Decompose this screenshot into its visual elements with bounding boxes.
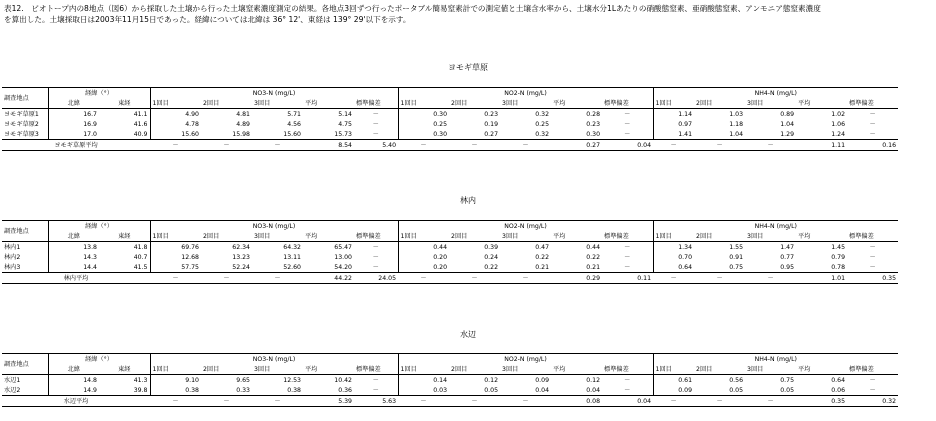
average-label: 水辺平均 (2, 396, 150, 407)
nh4-value-cell: 0.89 (780, 110, 795, 118)
no3-value-cell: 4.89 (236, 120, 250, 128)
subheader-row (2, 365, 936, 375)
no2-value-cell: 0.24 (484, 253, 499, 261)
no3-value-cell: 54.20 (303, 262, 354, 273)
no3-value-cell: 9.65 (236, 376, 250, 384)
no3-average-cell: － (201, 140, 252, 151)
table-row (2, 129, 936, 140)
no3-value-cell: － (354, 385, 398, 396)
nh4-r1-header: 1回目 (653, 232, 694, 242)
average-label: 林内平均 (2, 273, 150, 284)
no2-value-cell: 0.30 (433, 110, 448, 118)
no3-value-cell: 0.33 (201, 385, 252, 396)
no2-value-cell: 0.47 (535, 243, 550, 251)
site-cell: ヨモギ草原3 (2, 129, 48, 140)
no2-value-cell: 0.03 (398, 385, 449, 396)
no3-average-cell: － (252, 273, 303, 284)
nh4-mean-header: 平均 (796, 365, 847, 375)
lon-cell: 41.5 (99, 262, 150, 273)
no3-average-cell: － (252, 140, 303, 151)
no2-value-cell: 0.25 (433, 120, 448, 128)
no2-value-cell: 0.04 (500, 385, 551, 396)
no3-value-cell: 12.68 (181, 253, 199, 261)
no2-value-cell: － (602, 375, 653, 386)
no2-value-cell: － (602, 109, 653, 120)
no2-r2-header: 2回目 (449, 365, 500, 375)
no3-average-cell: 5.63 (354, 396, 398, 407)
table-row (2, 109, 936, 120)
nh4-value-cell: 1.55 (729, 243, 744, 251)
no3-value-cell: 13.00 (334, 253, 352, 261)
no3-value-cell: 4.90 (185, 110, 199, 118)
lat-cell: 16.9 (83, 120, 97, 128)
nh4-value-cell: － (847, 262, 898, 273)
no2-mean-header: 平均 (551, 232, 602, 242)
coord-header: 経緯（°） (48, 354, 150, 366)
no3-value-cell: 0.38 (150, 385, 201, 396)
nh4-value-cell: 1.18 (729, 120, 744, 128)
no2-r2-header: 2回目 (449, 99, 500, 109)
no3-r3-header: 3回目 (252, 365, 303, 375)
nh4-value-cell: 1.24 (796, 129, 847, 140)
no2-value-cell: 0.04 (551, 385, 602, 396)
no2-sd-header: 標準偏差 (602, 365, 653, 375)
nh4-average-cell: － (694, 140, 745, 151)
nh4-average-cell: 1.11 (796, 140, 847, 151)
no2-r1-header: 1回目 (398, 365, 449, 375)
no2-value-cell: 0.32 (500, 129, 551, 140)
no3-value-cell: － (354, 119, 398, 129)
nh4-value-cell: 0.05 (745, 385, 796, 396)
no3-average-cell: 5.39 (303, 396, 354, 407)
no2-value-cell: － (602, 242, 653, 253)
no2-sd-header: 標準偏差 (602, 99, 653, 109)
lon-cell: 40.9 (99, 129, 150, 140)
no3-sd-header: 標準偏差 (354, 99, 398, 109)
no2-average-cell: － (500, 140, 551, 151)
no2-average-cell: － (449, 396, 500, 407)
no2-value-cell: 0.05 (449, 385, 500, 396)
nh4-value-cell: 0.75 (694, 262, 745, 273)
lat-header: 北緯 (48, 232, 99, 242)
no3-value-cell: － (354, 129, 398, 140)
nh4-value-cell: 0.06 (796, 385, 847, 396)
lon-cell: 41.8 (99, 242, 150, 253)
nh4-r3-header: 3回目 (745, 365, 796, 375)
site-cell: 林内2 (2, 252, 48, 262)
site-header: 調査地点 (2, 221, 48, 242)
no3-value-cell: 13.11 (283, 253, 301, 261)
no3-r2-header: 2回目 (201, 232, 252, 242)
no2-r1-header: 1回目 (398, 232, 449, 242)
nh4-average-cell: 0.35 (796, 396, 847, 407)
nh4-header: NH4-N (mg/L) (653, 354, 898, 366)
no3-r2-header: 2回目 (201, 365, 252, 375)
lat-cell: 14.8 (83, 376, 97, 384)
data-table (2, 220, 936, 284)
nh4-value-cell: 0.79 (831, 253, 846, 261)
no2-value-cell: 0.19 (484, 120, 499, 128)
no3-mean-header: 平均 (303, 99, 354, 109)
no3-mean-header: 平均 (303, 365, 354, 375)
no2-r2-header: 2回目 (449, 232, 500, 242)
no3-value-cell: 10.42 (334, 376, 352, 384)
nh4-r3-header: 3回目 (745, 232, 796, 242)
no3-value-cell: － (354, 109, 398, 120)
site-header: 調査地点 (2, 88, 48, 109)
lat-cell: 14.3 (83, 253, 97, 261)
no3-value-cell: 0.38 (252, 385, 303, 396)
no2-average-cell: － (449, 140, 500, 151)
no2-value-cell: 0.27 (449, 129, 500, 140)
nh4-header: NH4-N (mg/L) (653, 88, 898, 100)
caption-line-1: 表12. ビオトープ内の8地点（図6）から採取した土壌から行った土壌窒素濃度測定の結果。各地点3回ずつ行ったポータブル簡易窒素計での測定値と土壌含水率から、土壌水分1Lあたりの硝酸態窒素、亜硝酸態窒素、アンモニア態窒素濃度 (4, 4, 821, 13)
no2-header: NO2-N (mg/L) (398, 354, 653, 366)
no3-r1-header: 1回目 (150, 232, 201, 242)
no3-header: NO3-N (mg/L) (150, 354, 398, 366)
no3-value-cell: 69.76 (181, 243, 199, 251)
no2-value-cell: 0.28 (586, 110, 601, 118)
average-row (2, 273, 936, 284)
subheader-row (2, 232, 936, 242)
no3-average-cell: 5.40 (354, 140, 398, 151)
lon-cell: 41.1 (99, 109, 150, 120)
no3-value-cell: － (354, 262, 398, 273)
no2-value-cell: 0.39 (484, 243, 499, 251)
no3-value-cell: 15.60 (150, 129, 201, 140)
table-row (2, 375, 936, 386)
no2-average-cell: － (500, 273, 551, 284)
no2-value-cell: 0.21 (551, 262, 602, 273)
nh4-average-cell: － (745, 396, 796, 407)
data-table (2, 87, 936, 151)
nh4-value-cell: 0.70 (678, 253, 693, 261)
no2-value-cell: － (602, 252, 653, 262)
average-row (2, 140, 936, 151)
no2-average-cell: 0.08 (551, 396, 602, 407)
nh4-average-cell: － (745, 273, 796, 284)
no3-value-cell: － (354, 375, 398, 386)
no3-r1-header: 1回目 (150, 99, 201, 109)
no3-value-cell: 52.24 (201, 262, 252, 273)
no2-value-cell: 0.09 (535, 376, 550, 384)
nh4-average-cell: 0.16 (847, 140, 898, 151)
section-title: ヨモギ草原 (448, 63, 488, 72)
no3-value-cell: 52.60 (252, 262, 303, 273)
header-row (2, 354, 936, 366)
no3-value-cell: 15.98 (201, 129, 252, 140)
no2-value-cell: － (602, 119, 653, 129)
no3-average-cell: 44.22 (303, 273, 354, 284)
lat-cell: 17.0 (48, 129, 99, 140)
no2-value-cell: 0.25 (535, 120, 550, 128)
no3-value-cell: 4.81 (236, 110, 250, 118)
site-cell: 水辺1 (2, 375, 48, 386)
no3-average-cell: － (252, 396, 303, 407)
no3-value-cell: 4.56 (287, 120, 301, 128)
nh4-value-cell: 0.91 (729, 253, 744, 261)
nh4-average-cell: 1.01 (796, 273, 847, 284)
nh4-average-cell: － (653, 273, 694, 284)
no3-value-cell: 57.75 (150, 262, 201, 273)
no3-r2-header: 2回目 (201, 99, 252, 109)
nh4-value-cell: 0.97 (678, 120, 693, 128)
nh4-value-cell: 0.09 (653, 385, 694, 396)
nh4-r1-header: 1回目 (653, 99, 694, 109)
caption-line-2: を算出した。土壌採取日は2003年11月15日であった。経緯については北緯は 36° 12'、東経は 139° 29'以下を示す。 (4, 15, 411, 24)
no2-value-cell: － (602, 129, 653, 140)
nh4-average-cell: － (694, 396, 745, 407)
nh4-value-cell: 1.45 (831, 243, 846, 251)
no2-value-cell: 0.32 (535, 110, 550, 118)
coord-header: 経緯（°） (48, 221, 150, 233)
lat-header: 北緯 (48, 99, 99, 109)
header-row (2, 221, 936, 233)
nh4-value-cell: 1.41 (653, 129, 694, 140)
no3-header: NO3-N (mg/L) (150, 88, 398, 100)
table-row (2, 252, 936, 262)
nh4-value-cell: 1.14 (678, 110, 693, 118)
no2-sd-header: 標準偏差 (602, 232, 653, 242)
lat-cell: 14.9 (48, 385, 99, 396)
site-cell: ヨモギ草原2 (2, 119, 48, 129)
no3-value-cell: 15.60 (252, 129, 303, 140)
no2-value-cell: 0.21 (500, 262, 551, 273)
no2-header: NO2-N (mg/L) (398, 221, 653, 233)
no2-r1-header: 1回目 (398, 99, 449, 109)
nh4-value-cell: 0.64 (653, 262, 694, 273)
no2-value-cell: 0.12 (484, 376, 499, 384)
no3-sd-header: 標準偏差 (354, 365, 398, 375)
no2-mean-header: 平均 (551, 99, 602, 109)
nh4-value-cell: 0.61 (678, 376, 693, 384)
nh4-value-cell: 0.05 (694, 385, 745, 396)
no3-value-cell: 13.23 (232, 253, 250, 261)
no2-r3-header: 3回目 (500, 232, 551, 242)
site-cell: ヨモギ草原1 (2, 109, 48, 120)
no3-average-cell: 24.05 (354, 273, 398, 284)
nh4-value-cell: 1.03 (729, 110, 744, 118)
no3-value-cell: 5.71 (287, 110, 301, 118)
nh4-average-cell: － (694, 273, 745, 284)
nh4-value-cell: 1.29 (745, 129, 796, 140)
nh4-value-cell: 0.56 (729, 376, 744, 384)
lon-cell: 39.8 (99, 385, 150, 396)
lon-header: 東経 (99, 99, 150, 109)
no3-value-cell: 12.53 (283, 376, 301, 384)
no2-value-cell: 0.22 (449, 262, 500, 273)
no2-average-cell: － (398, 273, 449, 284)
no2-value-cell: 0.44 (586, 243, 601, 251)
nh4-value-cell: 1.06 (831, 120, 846, 128)
no2-r3-header: 3回目 (500, 365, 551, 375)
no3-r3-header: 3回目 (252, 99, 303, 109)
no3-value-cell: 15.73 (303, 129, 354, 140)
header-row (2, 88, 936, 100)
table-caption (4, 3, 932, 25)
no2-value-cell: 0.44 (433, 243, 448, 251)
nh4-value-cell: － (869, 110, 876, 118)
no3-value-cell: 64.32 (283, 243, 301, 251)
no3-average-cell: － (150, 273, 201, 284)
nh4-value-cell: 0.77 (780, 253, 795, 261)
no3-average-cell: － (150, 396, 201, 407)
average-label: ヨモギ草原平均 (2, 140, 150, 151)
site-cell: 林内1 (2, 242, 48, 253)
nh4-sd-header: 標準偏差 (847, 232, 898, 242)
subheader-row (2, 99, 936, 109)
nh4-header: NH4-N (mg/L) (653, 221, 898, 233)
nh4-mean-header: 平均 (796, 232, 847, 242)
nh4-average-cell: － (653, 396, 694, 407)
nh4-value-cell: － (869, 120, 876, 128)
nh4-value-cell: 0.64 (831, 376, 846, 384)
section-title: 水辺 (460, 330, 476, 339)
lon-header: 東経 (99, 365, 150, 375)
table-row (2, 385, 936, 396)
nh4-average-cell: － (745, 140, 796, 151)
no3-average-cell: － (201, 396, 252, 407)
no3-sd-header: 標準偏差 (354, 232, 398, 242)
table-row (2, 119, 936, 129)
no2-value-cell: 0.22 (586, 253, 601, 261)
no2-average-cell: － (449, 273, 500, 284)
no2-average-cell: 0.04 (602, 140, 653, 151)
average-row (2, 396, 936, 407)
lon-cell: 41.3 (99, 375, 150, 386)
nh4-average-cell: 0.32 (847, 396, 898, 407)
no2-value-cell: － (602, 385, 653, 396)
lat-cell: 13.8 (83, 243, 97, 251)
nh4-value-cell: － (869, 253, 876, 261)
no2-average-cell: 0.27 (551, 140, 602, 151)
nh4-value-cell: － (847, 385, 898, 396)
nh4-value-cell: － (869, 243, 876, 251)
no3-value-cell: 65.47 (334, 243, 352, 251)
no2-value-cell: 0.14 (433, 376, 448, 384)
lon-cell: 41.6 (99, 119, 150, 129)
site-header: 調査地点 (2, 354, 48, 375)
no2-value-cell: 0.30 (398, 129, 449, 140)
no2-value-cell: 0.20 (398, 262, 449, 273)
nh4-r1-header: 1回目 (653, 365, 694, 375)
no2-value-cell: 0.22 (535, 253, 550, 261)
no3-value-cell: 5.14 (338, 110, 352, 118)
nh4-value-cell: 1.47 (780, 243, 795, 251)
no3-average-cell: 8.54 (303, 140, 354, 151)
data-table (2, 353, 936, 407)
nh4-r2-header: 2回目 (694, 232, 745, 242)
no3-value-cell: 0.36 (303, 385, 354, 396)
no2-value-cell: － (602, 262, 653, 273)
no3-value-cell: 62.34 (232, 243, 250, 251)
nh4-average-cell: － (653, 140, 694, 151)
coord-header: 経緯（°） (48, 88, 150, 100)
no3-value-cell: － (354, 242, 398, 253)
table-row (2, 242, 936, 253)
no3-mean-header: 平均 (303, 232, 354, 242)
no2-header: NO2-N (mg/L) (398, 88, 653, 100)
lat-cell: 16.7 (83, 110, 97, 118)
no3-r1-header: 1回目 (150, 365, 201, 375)
nh4-value-cell: 0.95 (745, 262, 796, 273)
nh4-r2-header: 2回目 (694, 99, 745, 109)
no2-average-cell: － (500, 396, 551, 407)
site-cell: 林内3 (2, 262, 48, 273)
site-cell: 水辺2 (2, 385, 48, 396)
nh4-value-cell: 1.34 (678, 243, 693, 251)
nh4-sd-header: 標準偏差 (847, 99, 898, 109)
no2-value-cell: 0.30 (551, 129, 602, 140)
no2-r3-header: 3回目 (500, 99, 551, 109)
nh4-r2-header: 2回目 (694, 365, 745, 375)
nh4-value-cell: 1.04 (780, 120, 795, 128)
no2-average-cell: － (398, 396, 449, 407)
no2-average-cell: 0.04 (602, 396, 653, 407)
lon-cell: 40.7 (99, 252, 150, 262)
no2-average-cell: 0.29 (551, 273, 602, 284)
no3-value-cell: 9.10 (185, 376, 199, 384)
no3-r3-header: 3回目 (252, 232, 303, 242)
nh4-mean-header: 平均 (796, 99, 847, 109)
no2-value-cell: 0.12 (586, 376, 601, 384)
nh4-r3-header: 3回目 (745, 99, 796, 109)
nh4-value-cell: － (847, 129, 898, 140)
no2-average-cell: － (398, 140, 449, 151)
no2-value-cell: 0.23 (484, 110, 499, 118)
no2-value-cell: 0.20 (433, 253, 448, 261)
lat-header: 北緯 (48, 365, 99, 375)
table-row (2, 262, 936, 273)
nh4-value-cell: 1.04 (694, 129, 745, 140)
lat-cell: 14.4 (48, 262, 99, 273)
no2-value-cell: 0.23 (586, 120, 601, 128)
lon-header: 東経 (99, 232, 150, 242)
no3-value-cell: － (354, 252, 398, 262)
nh4-value-cell: － (869, 376, 876, 384)
no3-average-cell: － (201, 273, 252, 284)
nh4-value-cell: 1.02 (831, 110, 846, 118)
no3-average-cell: － (150, 140, 201, 151)
nh4-sd-header: 標準偏差 (847, 365, 898, 375)
nh4-value-cell: 0.75 (780, 376, 795, 384)
no3-value-cell: 4.75 (338, 120, 352, 128)
nh4-average-cell: 0.35 (847, 273, 898, 284)
no2-mean-header: 平均 (551, 365, 602, 375)
no3-header: NO3-N (mg/L) (150, 221, 398, 233)
nh4-value-cell: 0.78 (796, 262, 847, 273)
no3-value-cell: 4.78 (185, 120, 199, 128)
no2-average-cell: 0.11 (602, 273, 653, 284)
section-title: 林内 (460, 196, 476, 205)
